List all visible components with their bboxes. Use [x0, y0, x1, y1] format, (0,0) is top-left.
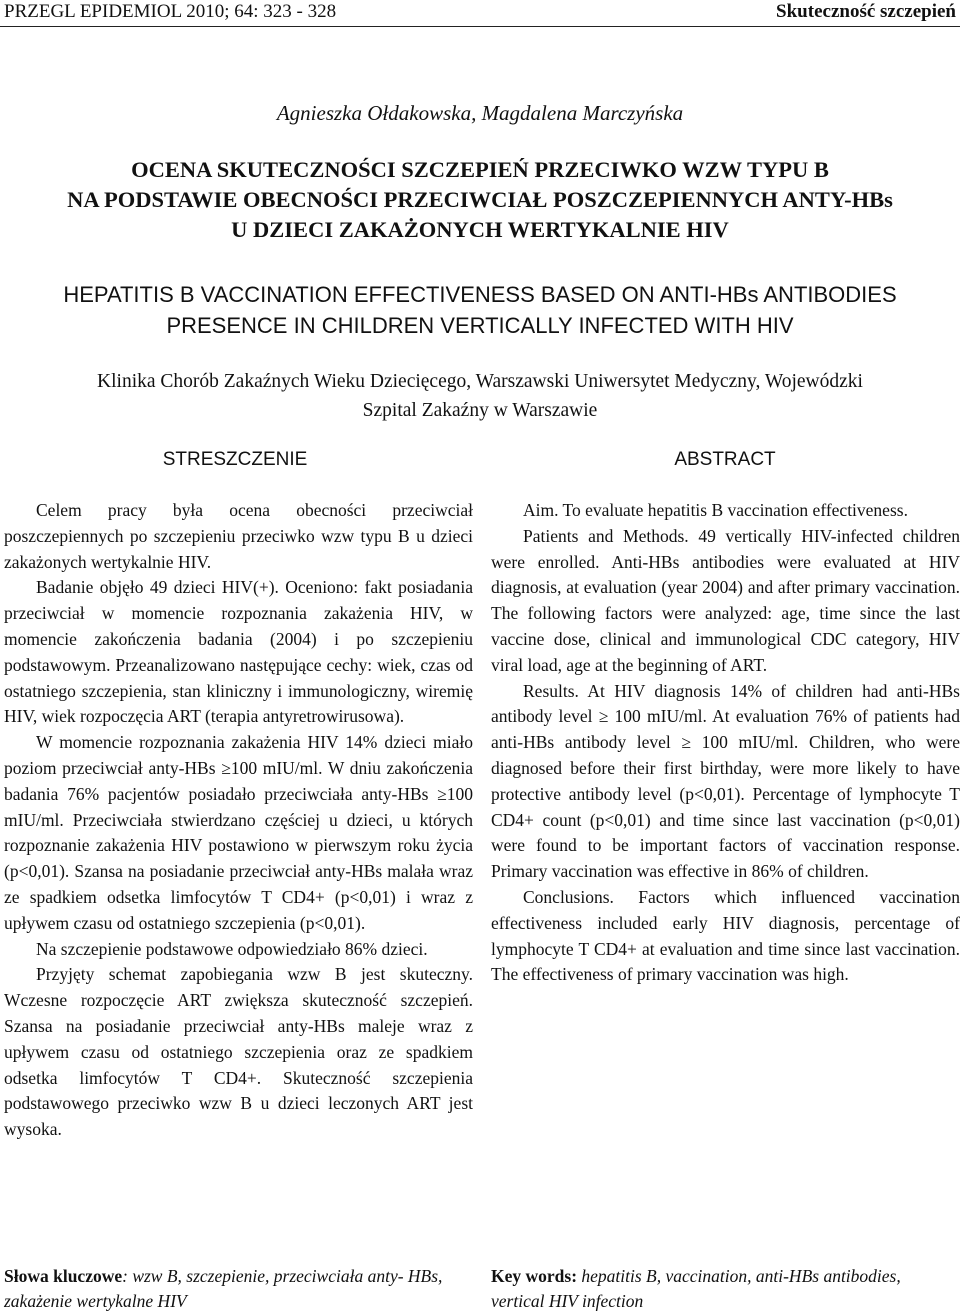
- title-polish-line: OCENA SKUTECZNOŚCI SZCZEPIEŃ PRZECIWKO WZW TYPU B: [131, 157, 829, 182]
- affiliation-line: Klinika Chorób Zakaźnych Wieku Dziecięcego, Warszawski Uniwersytet Medyczny, Wojewódzki: [97, 371, 863, 392]
- affiliation-line: Szpital Zakaźny w Warszawie: [362, 400, 598, 421]
- keywords-english-text: hepatitis B, vaccination, anti-HBs antibodies, vertical HIV infection: [491, 1266, 901, 1311]
- keywords-english: [491, 1264, 951, 1314]
- header-rule: [0, 26, 960, 27]
- streszczenie-paragraph: Przyjęty schemat zapobiegania wzw B jest skuteczny. Wczesne rozpoczęcie ART zwiększa skuteczność szczepień. Szansa na posiadanie przeciwciał anty-HBs maleje wraz z upływem czasu od ostatniego szczepienia oraz ze spadkiem odsetka limfocytów T CD4+. Skuteczność szczepienia podstawowego przeciwko wzw B u dzieci leczonych ART jest wysoka.: [4, 964, 473, 1140]
- title-polish-line: U DZIECI ZAKAŻONYCH WERTYKALNIE HIV: [231, 217, 729, 242]
- streszczenie-paragraph: Badanie objęło 49 dzieci HIV(+). Oceniono: fakt posiadania przeciwciał w momencie rozpoznania zakażenia HIV, w momencie zakończenia badania (2004) i po szczepieniu podstawowym. Przeanalizowano następujące cechy: wiek, czas od ostatniego szczepienia, stan kliniczny i immunologiczny, wiremię HIV, wiek rozpoczęcia ART (terapia antyretrowirusowa).: [4, 577, 473, 727]
- section-name: Skuteczność szczepień: [776, 1, 956, 22]
- streszczenie-paragraph: Celem pracy była ocena obecności przeciwciał poszczepiennych po szczepieniu przeciwko wzw typu B u dzieci zakażonych wertykalnie HIV.: [4, 500, 473, 572]
- keywords-english-label: Key words:: [491, 1266, 578, 1286]
- keywords-polish-label: Słowa kluczowe: [4, 1266, 123, 1286]
- abstract-paragraph: Patients and Methods. 49 vertically HIV-infected children were enrolled. Anti-HBs antibodies were evaluated at HIV diagnosis, at evaluation (year 2004) and after primary vaccination. The following factors were analyzed: age, time since the last vaccine dose, clinical and immunological CDC category, HIV viral load, age at the beginning of ART.: [491, 525, 960, 675]
- abstract-paragraph: Results. At HIV diagnosis 14% of children had anti-HBs antibody level ≥ 100 mIU/ml. At evaluation 76% of patients had anti-HBs antibody level ≥ 100 mIU/ml. Children, who were diagnosed before their first birthday, were more likely to have protective antibody level (p<0,01). Percentage of lymphocyte T CD4+ count (p<0,01) and time since last vaccination (p<0,01) were found to be important factors of vaccination response. Primary vaccination was effective in 86% of children.: [491, 680, 960, 882]
- abstract-heading: ABSTRACT: [674, 449, 776, 470]
- running-header: [0, 0, 960, 24]
- abstract-column: [491, 498, 960, 988]
- title-english-line: HEPATITIS B VACCINATION EFFECTIVENESS BASED ON ANTI-HBs ANTIBODIES: [63, 282, 897, 307]
- keywords-polish-text: : wzw B, szczepienie, przeciwciała anty- HBs, zakażenie wertykalne HIV: [4, 1266, 443, 1311]
- streszczenie-paragraph: Na szczepienie podstawowe odpowiedziało 86% dzieci.: [36, 938, 428, 959]
- streszczenie-paragraph: W momencie rozpoznania zakażenia HIV 14% dzieci miało poziom przeciwciał anty-HBs ≥100 mIU/ml. W dniu zakończenia badania 76% pacjentów posiadało przeciwciała anty-HBs ≥100 mIU/ml. Przeciwciała stwierdzano częściej u dzieci, u których rozpoznanie zakażenia HIV postawiono w pierwszym roku życia (p<0,01). Szansa na posiadanie przeciwciał anty-HBs malała wraz ze spadkiem odsetka limfocytów T CD4+ (p<0,01) i wraz z upływem czasu od ostatniego szczepienia (p<0,01).: [4, 732, 473, 933]
- title-polish-line: NA PODSTAWIE OBECNOŚCI PRZECIWCIAŁ POSZCZEPIENNYCH ANTY-HBs: [67, 187, 893, 212]
- title-polish: [0, 155, 960, 245]
- abstract-paragraph: Conclusions. Factors which influenced vaccination effectiveness included early HIV diagnosis, percentage of lymphocyte T CD4+ at evaluation and time since last vaccination. The effectiveness of primary vaccination was high.: [491, 886, 960, 985]
- abstract-paragraph: Aim. To evaluate hepatitis B vaccination effectiveness.: [523, 500, 908, 520]
- streszczenie-heading: STRESZCZENIE: [162, 449, 308, 470]
- journal-citation: PRZEGL EPIDEMIOL 2010; 64: 323 - 328: [4, 1, 337, 22]
- authors: Agnieszka Ołdakowska, Magdalena Marczyńska: [276, 101, 684, 125]
- affiliation: [0, 367, 960, 425]
- streszczenie-column: [4, 498, 473, 1143]
- keywords-polish: [4, 1264, 464, 1314]
- title-english-line: PRESENCE IN CHILDREN VERTICALLY INFECTED WITH HIV: [166, 313, 794, 338]
- title-english: [0, 279, 960, 341]
